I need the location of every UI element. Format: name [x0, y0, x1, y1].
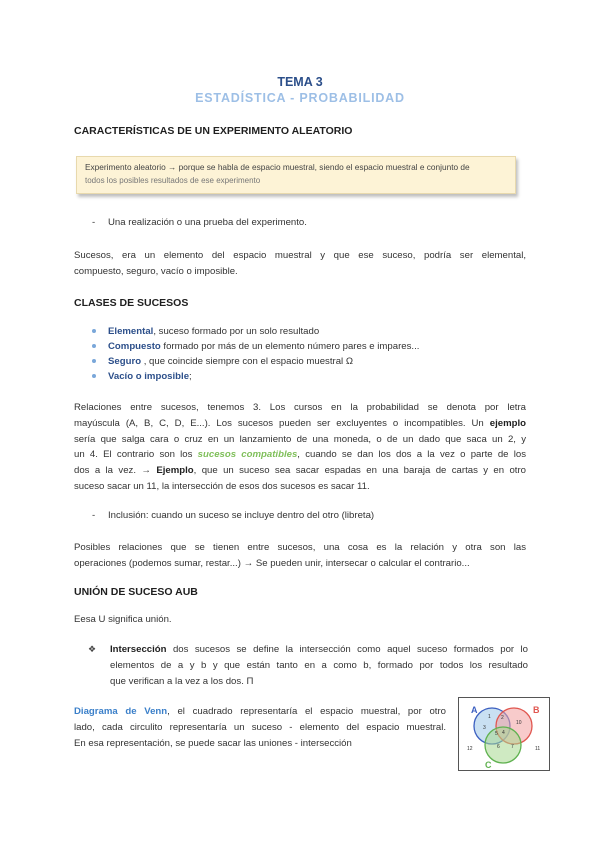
para-line — [74, 463, 526, 479]
venn-number: 4 — [502, 730, 505, 736]
para-line: que verifican a la vez a los dos. Π — [110, 675, 254, 687]
venn-number: 11 — [535, 746, 541, 752]
para-line: Relaciones entre sucesos, tenemos 3. Los cursos en la probabilidad se denota por letra — [74, 402, 526, 413]
text-run: mayúscula (A, B, C, D, E...). Los sucesos pueden ser excluyentes o incompatibles. Un — [74, 417, 490, 429]
text-run-highlight: sucesos compatibles — [197, 449, 298, 461]
text-run: dos sucesos se define la intersección como aquel suceso formados por lo — [166, 644, 528, 655]
venn-label-c: C — [485, 760, 492, 770]
list-item — [88, 369, 528, 384]
dash-item-text: Una realización o una prueba del experimento. — [108, 217, 307, 228]
text-run: dos a la vez. → — [74, 465, 157, 477]
para-line — [74, 416, 526, 432]
venn-number: 1 — [488, 714, 491, 720]
text-run: un 4. El contrario son los — [74, 449, 198, 461]
para-line: operaciones (podemos sumar, restar...) → Se pueden unir, intersecar o calcular el contrario... — [74, 557, 470, 569]
venn-svg — [459, 698, 549, 770]
section-heading-union: UNIÓN DE SUCESO AUB — [74, 586, 198, 598]
venn-label-b: B — [533, 705, 540, 715]
dash-item-realization — [92, 215, 307, 231]
venn-diagram — [458, 697, 550, 771]
text-run-bold: Ejemplo — [156, 465, 194, 477]
diamond-bullet-icon: ❖ — [88, 644, 97, 654]
venn-number: 3 — [483, 725, 486, 731]
list-item — [88, 324, 528, 339]
paragraph-sucesos — [74, 248, 526, 280]
section-heading-characteristics: CARACTERÍSTICAS DE UN EXPERIMENTO ALEATORIO — [74, 125, 353, 137]
venn-number: 10 — [516, 720, 522, 726]
text-run-highlight: Diagrama de Venn — [74, 706, 168, 717]
bullet-term: Compuesto — [108, 341, 161, 352]
para-line — [74, 704, 446, 720]
para-line: elementos de a y b y que están tanto en a como b, formado por todos los resultado — [110, 659, 528, 671]
paragraph-posibles — [74, 540, 526, 572]
page-title: TEMA 3 — [277, 75, 323, 89]
para-line: compuesto, seguro, vacío o imposible. — [74, 265, 238, 277]
text-run: , que un suceso sea sacar espadas en una baraja de cartas y en otro — [193, 465, 526, 477]
bullet-dot-icon — [92, 359, 96, 363]
venn-number: 12 — [467, 746, 473, 752]
text-run: , el cuadrado representaría el espacio muestral, por otro — [167, 706, 446, 717]
bullet-dot-icon — [92, 374, 96, 378]
para-line: Sucesos, era un elemento del espacio muestral y que ese suceso, podría ser elemental, — [74, 250, 526, 261]
bullet-text: formado por más de un elemento número pares e impares... — [160, 341, 420, 352]
dash-bullet: - — [92, 217, 96, 228]
dash-item-inclusion — [92, 508, 374, 524]
bullet-term: Vacío o imposible — [108, 371, 190, 382]
bullet-text: ; — [189, 371, 192, 382]
venn-number: 5 — [495, 731, 498, 737]
bullet-term: Seguro — [108, 356, 142, 367]
intersection-text — [88, 642, 528, 689]
bullet-text: , suceso formado por un solo resultado — [153, 326, 320, 337]
note-line-1: Experimento aleatorio → porque se habla de espacio muestral, siendo el espacio muestral e conjunto de — [85, 162, 470, 172]
note-line-2: todos los posibles resultados de ese experimento — [85, 176, 261, 185]
note-box — [76, 156, 516, 194]
bullet-text: , que coincide siempre con el espacio muestral Ω — [141, 356, 354, 367]
page-subtitle: ESTADÍSTICA - PROBABILIDAD — [195, 91, 405, 105]
para-line: En esa representación, se puede sacar las uniones - intersección — [74, 737, 352, 749]
venn-number: 2 — [501, 715, 504, 721]
para-line: sería que salga cara o cruz en un lanzamiento de una moneda, o de un dado que saca un 2, y — [74, 433, 526, 445]
text-run: , cuando se dan los dos a la vez o parte de los — [297, 449, 526, 461]
text-run-bold: ejemplo — [489, 417, 526, 429]
dash-bullet: - — [92, 510, 96, 521]
union-line: Eesa U significa unión. — [74, 614, 172, 625]
intersection-item — [88, 642, 528, 689]
section-heading-clases: CLASES DE SUCESOS — [74, 297, 189, 309]
venn-label-a: A — [471, 705, 478, 715]
venn-number: 6 — [497, 744, 500, 750]
paragraph-venn — [74, 704, 446, 751]
para-line — [110, 642, 528, 658]
list-item — [88, 354, 528, 369]
para-line: Posibles relaciones que se tienen entre sucesos, una cosa es la relación y otra son las — [74, 542, 526, 553]
para-line: suceso sacar un 11, la intersección de esos dos sucesos es sacar 11. — [74, 480, 370, 492]
text-run-bold: Intersección — [110, 644, 167, 655]
para-line: lado, cada circulito representaría un suceso - elemento del espacio muestral. — [74, 721, 446, 733]
bullet-term: Elemental — [108, 326, 154, 337]
bullet-list — [88, 324, 528, 384]
dash-item-text: Inclusión: cuando un suceso se incluye dentro del otro (libreta) — [108, 510, 375, 521]
venn-number: 7 — [511, 744, 514, 750]
list-item — [88, 339, 528, 354]
bullet-dot-icon — [92, 329, 96, 333]
para-line — [74, 447, 526, 463]
paragraph-relaciones — [74, 400, 526, 495]
bullet-dot-icon — [92, 344, 96, 348]
